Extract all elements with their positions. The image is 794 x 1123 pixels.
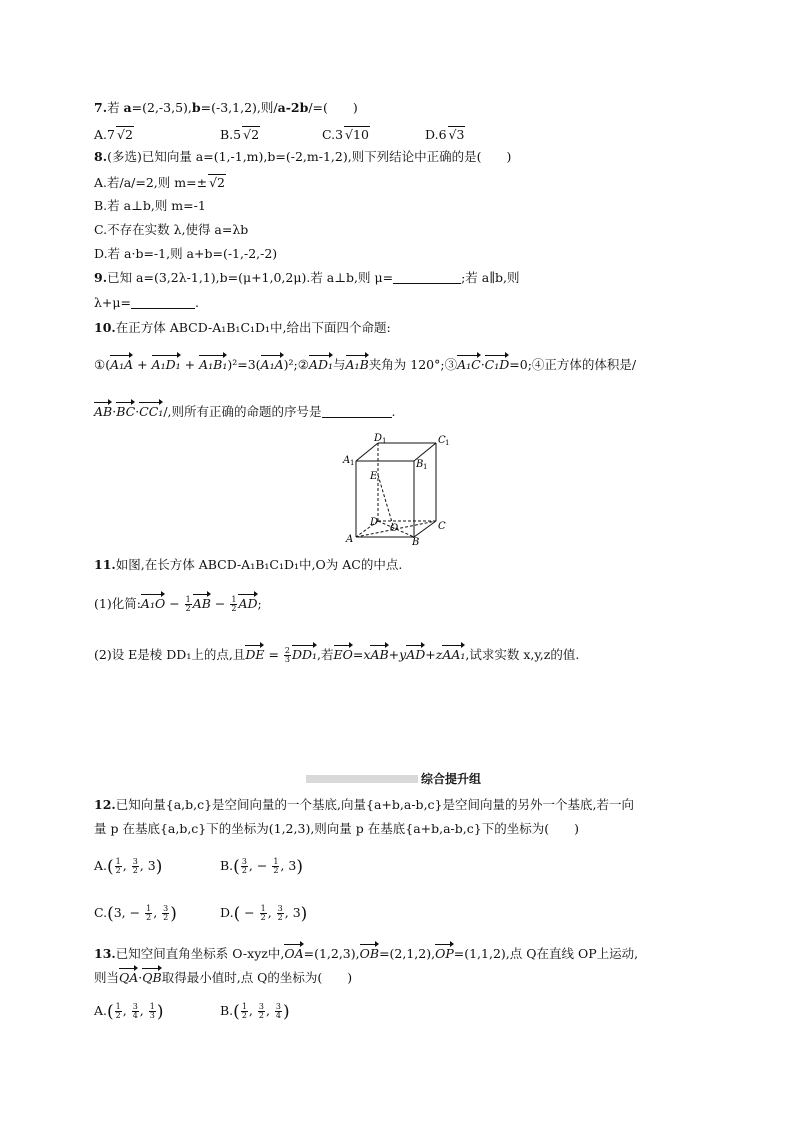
q9-blank-mu[interactable] [393,271,461,284]
q11-part1: (1)化简:A₁O − $\frac{1}{2}$ AB − $\frac{1}{2}$ AD; [94,592,262,613]
label-a: A [346,534,354,545]
q12-option-a: A.( $\frac{1}{2}$ , $\frac{3}{2}$ , 3) [94,857,163,877]
label-d: D [370,517,379,528]
svg-text:1: 1 [445,439,450,447]
q12-stem-line1: 12.已知向量{a,b,c}是空间向量的一个基底,向量{a+b,a-b,c}是空间向量的另外一个基底,若一向 [94,797,634,812]
q9-stem: 9.已知 a=(3,2λ-1,1),b=(μ+1,0,2μ).若 a⊥b,则 μ= ;若 a∥b,则 [94,270,520,285]
q10-line3: AB·BC·CC₁/,则所有正确的命题的序号是 . [94,400,395,420]
q12-option-b: B.( $\frac{3}{2}$ , − $\frac{1}{2}$ , 3) [220,857,303,877]
q7-option-d: D.6 √3 [425,127,465,142]
q10-propositions: ①(A₁A + A₁D₁ + A₁B₁)²=3(A₁A)²;②AD₁与A₁B夹角为 120°;③A₁C·C₁D=0;④正方体的体积是/ [94,353,636,373]
q10-stem: 10.在正方体 ABCD-A₁B₁C₁D₁中,给出下面四个命题: [94,320,391,335]
q7-option-a: A.7 √2 [94,127,133,142]
q8-stem: 8.(多选)已知向量 a=(1,-1,m),b=(-2,m-1,2),则下列结论中正确的是( ) [94,149,512,164]
section-divider-bar [306,775,418,783]
q13-stem-line1: 13.已知空间直角坐标系 O-xyz中,OA=(1,2,3),OB=(2,1,2),OP=(1,1,2),点 Q在直线 OP上运动, [94,942,638,962]
label-c: C [438,521,446,532]
q8-option-d: D.若 a·b=-1,则 a+b=(-1,-2,-2) [94,246,278,261]
label-d1: D [374,433,383,444]
q8-option-b: B.若 a⊥b,则 m=-1 [94,198,206,213]
q12-stem-line2: 量 p 在基底{a,b,c}下的坐标为(1,2,3),则向量 p 在基底{a+b,a-b,c}下的坐标为( ) [94,821,579,836]
q7-stem: 7.若 a=(2,-3,5),b=(-3,1,2),则/a-2b/=( ) [94,100,358,115]
label-e: E [370,471,378,482]
svg-text:1: 1 [350,459,355,467]
q9-blank-sum[interactable] [131,296,195,309]
q13-option-a: A.( $\frac{1}{2}$ , $\frac{3}{4}$ , $\frac{1}{3}$ ) [94,1002,164,1022]
q7-number: 7. [94,100,108,115]
q13-stem-line2: 则当QA·QB取得最小值时,点 Q的坐标为( ) [94,966,352,986]
cuboid-vertex-labels [342,433,449,545]
svg-text:1: 1 [382,437,387,445]
label-o: O [390,523,399,534]
label-a1: A [343,455,351,466]
q10-answer-blank[interactable] [322,405,392,418]
q12-option-d: D.( − $\frac{1}{2}$ , $\frac{3}{2}$ , 3) [220,904,308,924]
label-b: B [412,537,420,545]
section-title: 综合提升组 [421,772,482,786]
label-c1: C [438,435,446,446]
q9-line2: λ+μ= . [94,295,199,310]
q8-option-a: A.若/a/=2,则 m=± √2 [94,175,225,190]
cuboid-figure [338,433,458,545]
q13-option-b: B.( $\frac{1}{2}$ , $\frac{3}{2}$ , $\frac{3}{4}$ ) [220,1002,290,1022]
q12-option-c: C.(3, − $\frac{1}{2}$ , $\frac{3}{2}$ ) [94,904,177,924]
label-b1: B [416,459,424,470]
svg-text:1: 1 [423,463,428,471]
q7-option-b: B.5 √2 [220,127,260,142]
q11-stem: 11.如图,在长方体 ABCD-A₁B₁C₁D₁中,O为 AC的中点. [94,557,403,572]
q8-option-c: C.不存在实数 λ,使得 a=λb [94,222,249,237]
q11-part2: (2)设 E是棱 DD₁上的点,且DE = $\frac{2}{3}$ DD₁,若EO=xAB+yAD+zAA₁,试求实数 x,y,z的值. [94,643,579,664]
q7-option-c: C.3 √10 [322,127,369,142]
